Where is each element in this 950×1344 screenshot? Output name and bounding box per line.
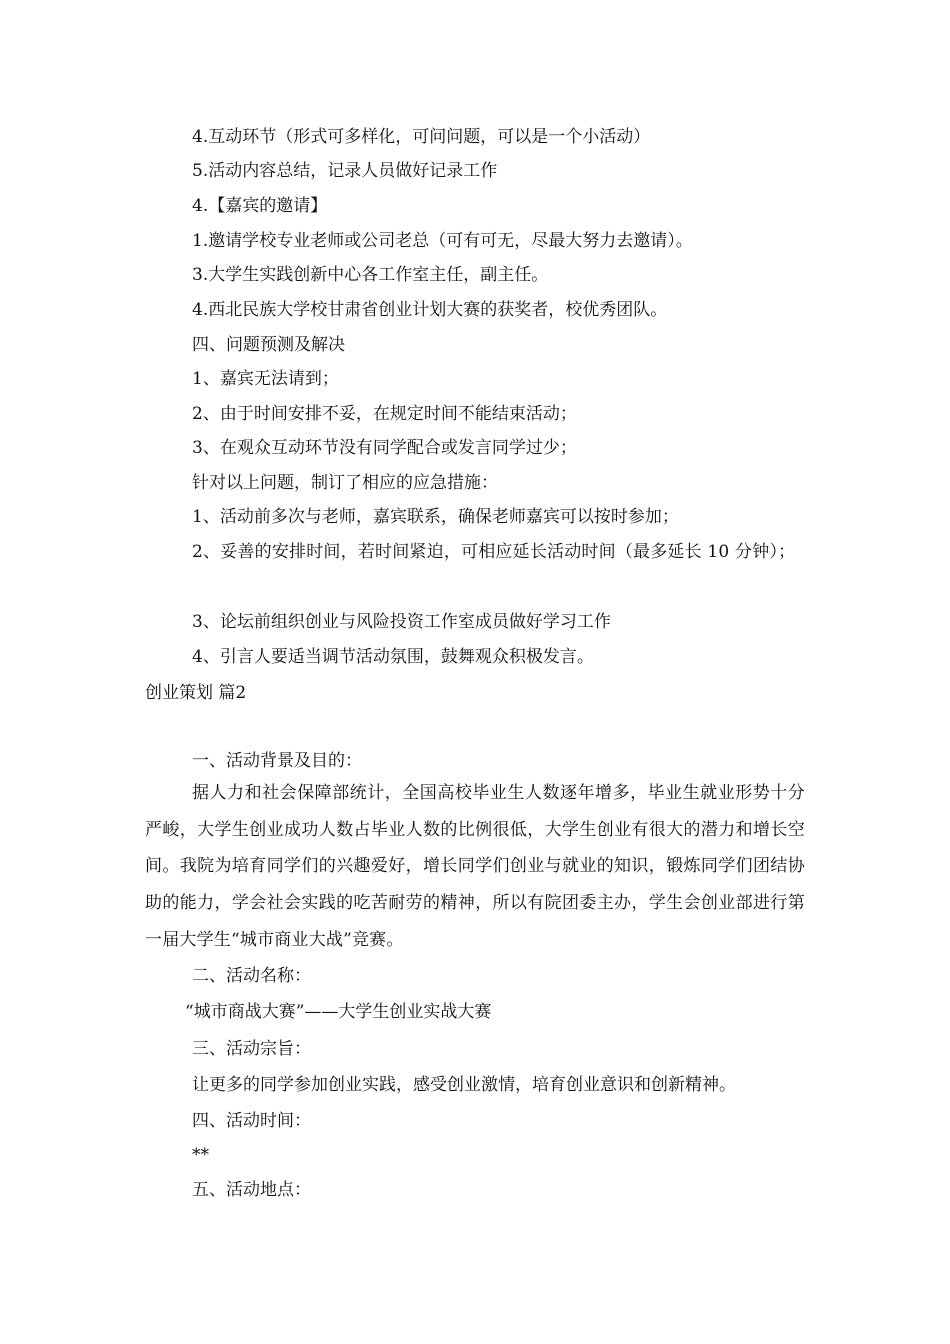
section-heading: 四、问题预测及解决: [192, 335, 345, 355]
text-line: 4.互动环节（形式可多样化，可问问题，可以是一个小活动）: [192, 127, 651, 147]
text-line: 3.大学生实践创新中心各工作室主任，副主任。: [192, 265, 549, 285]
text-line: 4、引言人要适当调节活动氛围，鼓舞观众积极发言。: [192, 647, 594, 667]
section-heading: 三、活动宗旨：: [192, 1039, 311, 1059]
text-line: 4.【嘉宾的邀请】: [192, 196, 328, 216]
section-title: 创业策划 篇2: [145, 683, 247, 703]
text-line: 4.西北民族大学校甘肃省创业计划大赛的获奖者，校优秀团队。: [192, 300, 668, 320]
text-line: 1、嘉宾无法请到；: [192, 369, 339, 389]
section-heading: 五、活动地点：: [192, 1180, 311, 1200]
purpose-text: 让更多的同学参加创业实践，感受创业激情，培育创业意识和创新精神。: [192, 1075, 736, 1095]
text-line: 3、在观众互动环节没有同学配合或发言同学过少；: [192, 438, 577, 458]
text-line: 3、论坛前组织创业与风险投资工作室成员做好学习工作: [192, 612, 611, 632]
text-line: 2、由于时间安排不妥，在规定时间不能结束活动；: [192, 404, 577, 424]
text-line: 1、活动前多次与老师，嘉宾联系，确保老师嘉宾可以按时参加；: [192, 507, 679, 527]
measure-paragraph: 2、妥善的安排时间，若时间紧迫，可相应延长活动时间（最多延长 10 分钟）；: [192, 542, 796, 562]
time-value: **: [192, 1145, 209, 1165]
text-line: 1.邀请学校专业老师或公司老总（可有可无，尽最大努力去邀请）。: [192, 231, 693, 251]
section-heading: 二、活动名称：: [192, 966, 311, 986]
text-line: 5.活动内容总结，记录人员做好记录工作: [192, 161, 498, 181]
activity-name: “城市商战大赛”——大学生创业实战大赛: [185, 1002, 492, 1022]
text-line: 针对以上问题，制订了相应的应急措施：: [192, 473, 498, 493]
background-paragraph: 据人力和社会保障部统计，全国高校毕业生人数逐年增多，毕业生就业形势十分严峻，大学生创业成功人数占毕业人数的比例很低，大学生创业有很大的潜力和增长空间。我院为培育同学们的兴趣爱好，增长同学们创业与就业的知识，锻炼同学们团结协助的能力，学会社会实践的吃苦耐劳的精神，所以有院团委主办，学生会创业部进行第一届大学生“城市商业大战”竞赛。: [145, 783, 805, 950]
section-heading: 四、活动时间：: [192, 1111, 311, 1131]
section-heading: 一、活动背景及目的：: [192, 751, 362, 771]
